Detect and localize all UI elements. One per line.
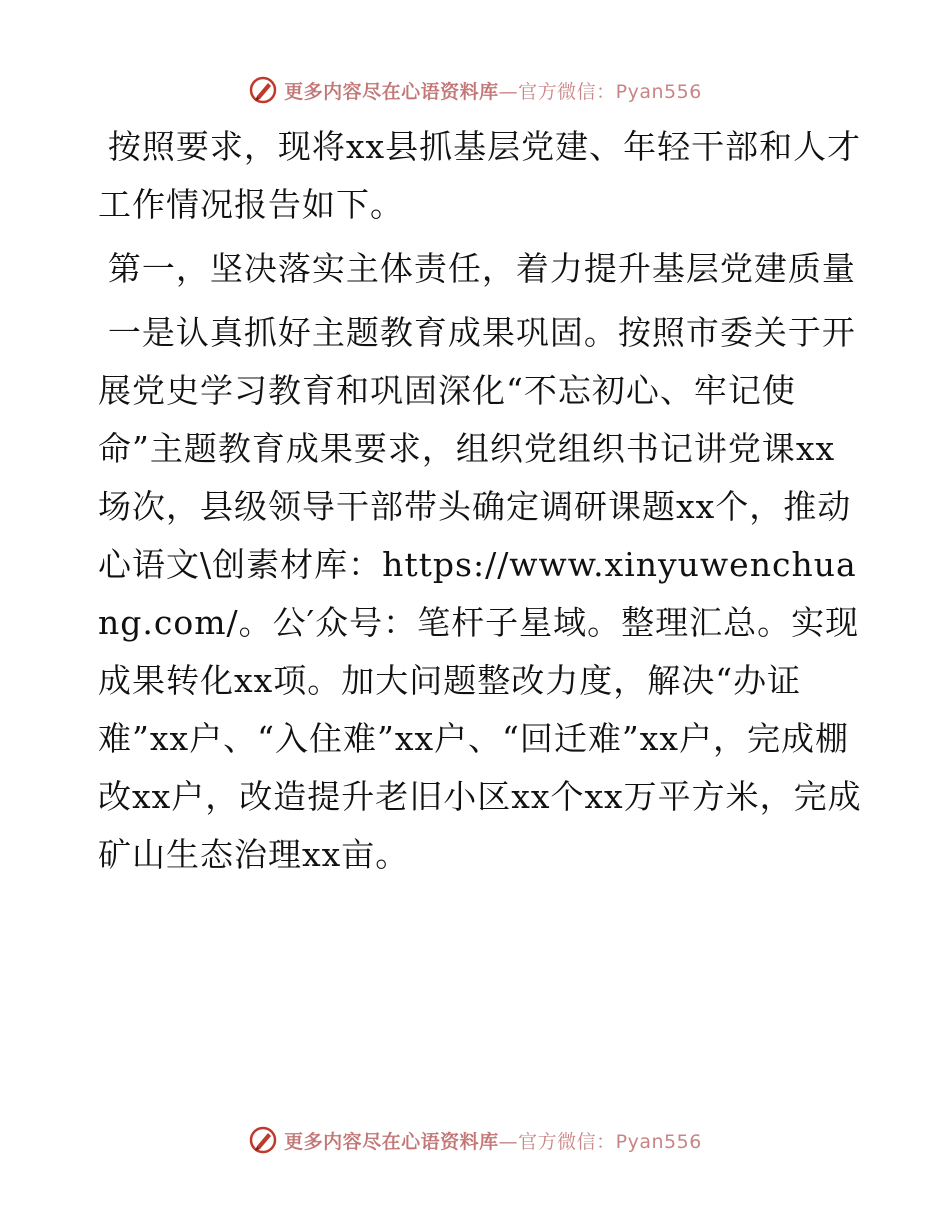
header-banner xyxy=(0,70,950,110)
banner-text-rest: —官方微信：Pyan556 xyxy=(498,80,702,103)
paragraph-intro: 按照要求，现将xx县抓基层党建、年轻干部和人才工作情况报告如下。 xyxy=(98,127,862,224)
paragraph-item-one: 一是认真抓好主题教育成果巩固。按照市委关于开展党史学习教育和巩固深化“不忘初心、牢记使命”主题教育成果要求，组织党组织书记讲党课xx场次，县级领导干部带头确定调研课题xx个，推动心语文\创素材库：https://www.xinyuwenchuang.com/。公′众号：笔杆子星域。整理汇总。实现成果转化xx项。加大问题整改力度，解决“办证难”xx户、“入住难”xx户、“回迁难”xx户，完成棚改xx户，改造提升老旧小区xx个xx万平方米，完成矿山生态治理xx亩。 xyxy=(98,313,862,874)
pen-logo-icon xyxy=(248,75,278,105)
banner-text xyxy=(284,1127,702,1154)
pen-logo-icon xyxy=(248,1125,278,1155)
banner-text xyxy=(284,77,702,104)
document-body xyxy=(98,118,868,890)
banner-text-rest: —官方微信：Pyan556 xyxy=(498,1130,702,1153)
footer-banner xyxy=(0,1120,950,1160)
banner-text-bold: 更多内容尽在心语资料库 xyxy=(284,1130,499,1153)
paragraph-heading-first: 第一，坚决落实主体责任，着力提升基层党建质量 xyxy=(107,249,856,288)
banner-text-bold: 更多内容尽在心语资料库 xyxy=(284,80,499,103)
